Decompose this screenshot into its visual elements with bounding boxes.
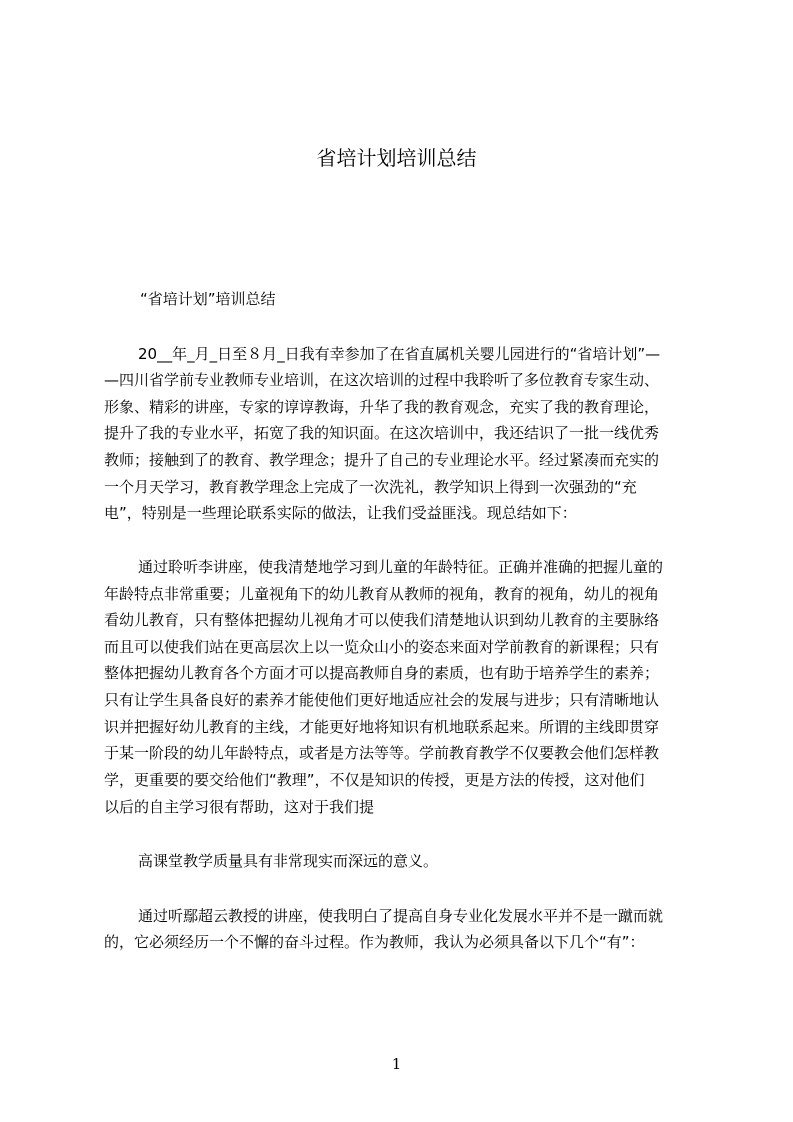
paragraph-1-line-2: —四川省学前专业教师专业培训，在这次培训的过程中我聆听了多位教育专家生动、 (104, 371, 660, 389)
paragraph-2-line-1: 通过聆听李讲座，使我清楚地学习到儿童的年龄特征。正确并准确的把握儿童的 (138, 558, 664, 576)
document-subtitle: “省培计划”培训总结 (140, 290, 276, 308)
paragraph-4-line-1: 通过听鄢超云教授的讲座，使我明白了提高自身专业化发展水平并不是一蹴而就 (138, 907, 664, 925)
paragraph-4-line-2: 的，它必须经历一个不懈的奋斗过程。作为教师，我认为必须具备以下几个“有”： (104, 933, 645, 951)
page-number: 1 (391, 1055, 402, 1073)
paragraph-1-line-5: 教师；接触到了的教育、教学理念；提升了自己的专业理论水平。经过紧凑而充实的 (104, 451, 660, 469)
paragraph-2-line-4: 而且可以使我们站在更高层次上以一览众山小的姿态来面对学前教育的新课程；只有 (104, 638, 660, 656)
paragraph-2-line-5: 整体把握幼儿教育各个方面才可以提高教师自身的素质，也有助于培养学生的素养； (104, 664, 660, 682)
paragraph-3-line-1: 高课堂教学质量具有非常现实而深远的意义。 (138, 852, 439, 870)
paragraph-1-line-7: 电”，特别是一些理论联系实际的做法，让我们受益匪浅。现总结如下： (104, 504, 577, 522)
paragraph-2-line-8: 于某一阶段的幼儿年龄特点，或者是方法等等。学前教育教学不仅要教会他们怎样教 (104, 744, 660, 762)
paragraph-2-line-2: 年龄特点非常重要；儿童视角下的幼儿教育从教师的视角，教育的视角，幼儿的视角 (104, 585, 660, 603)
paragraph-1-line-4: 提升了我的专业水平，拓宽了我的知识面。在这次培训中，我还结识了一批一线优秀 (104, 424, 660, 442)
paragraph-1-line-6: 一个月天学习，教育教学理念上完成了一次洗礼，教学知识上得到一次强劲的“充 (104, 478, 637, 496)
paragraph-2-line-6: 只有让学生具备良好的素养才能使他们更好地适应社会的发展与进步；只有清晰地认 (104, 691, 660, 709)
document-title: 省培计划培训总结 (316, 146, 477, 170)
paragraph-2-line-7: 识并把握好幼儿教育的主线，才能更好地将知识有机地联系起来。所谓的主线即贯穿 (104, 718, 660, 736)
paragraph-2-line-10: 以后的自主学习很有帮助，这对于我们提 (104, 798, 375, 816)
paragraph-1-line-3: 形象、精彩的讲座，专家的谆谆教诲，升华了我的教育观念，充实了我的教育理论， (104, 398, 660, 416)
paragraph-2-line-3: 看幼儿教育，只有整体把握幼儿视角才可以使我们清楚地认识到幼儿教育的主要脉络 (104, 611, 660, 629)
paragraph-2-line-9: 学，更重要的要交给他们“教理”，不仅是知识的传授，更是方法的传授，这对他们 (104, 771, 645, 789)
paragraph-1-line-1: 20__年_月_日至８月_日我有幸参加了在省直属机关婴儿园进行的“省培计划”— (138, 345, 661, 363)
